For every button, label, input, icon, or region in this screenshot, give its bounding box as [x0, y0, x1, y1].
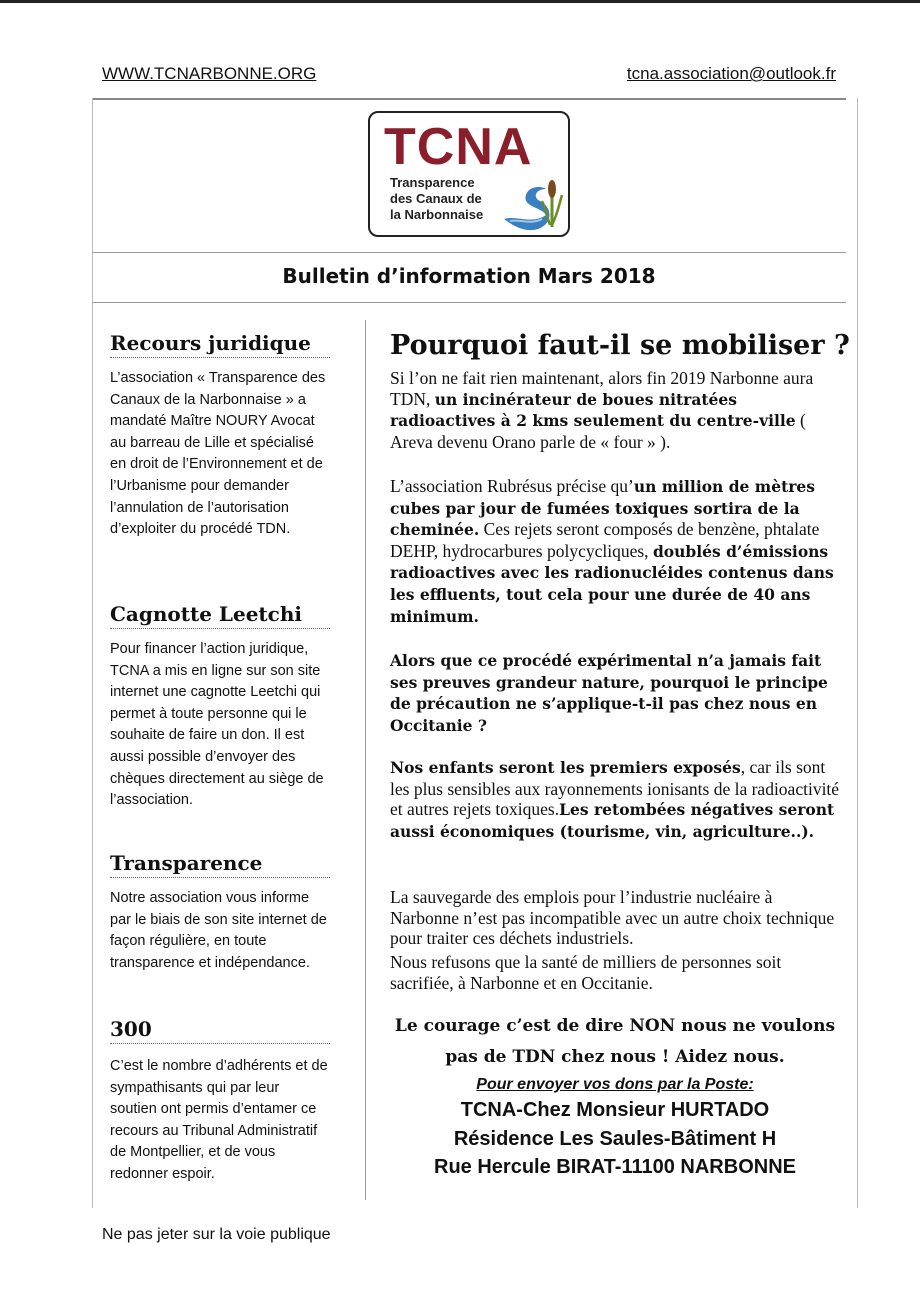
sidebar-text: Pour financer l’action juridique, TCNA a mis en ligne sur son site internet une cagnotte Leetchi qui permet à toute personne qui le souhaite de faire un don. Il est aussi possible d’envoyer des chèques directement au siège de l’association. — [110, 641, 324, 809]
text-run: La sauvegarde des emplois pour l’industrie nucléaire à Narbonne n’est pas incompatible avec un autre choix technique pour traiter ces déchets industriels. — [390, 887, 835, 949]
text-run-bold: doublés d’émissions radioactives avec les radionucléides contenus dans les effluents, tout cela pour une durée de 40 ans minimum. — [390, 541, 834, 626]
main-paragraph-1 — [390, 368, 840, 452]
logo-subtitle — [390, 175, 483, 223]
text-run-bold: Alors que ce procédé expérimental n’a jamais fait ses preuves grandeur nature, pourquoi le principe de précaution ne s’applique-t-il pas chez nous en Occitanie ? — [390, 651, 828, 735]
address-line-3: Rue Hercule BIRAT-11100 NARBONNE — [434, 1156, 796, 1178]
logo-title: TCNA — [384, 118, 533, 176]
sidebar-section-recours — [110, 331, 330, 541]
sidebar-heading: 300 — [110, 1017, 330, 1044]
main-paragraph-5 — [390, 887, 840, 949]
post-heading: Pour envoyer vos dons par la Poste: — [476, 1076, 754, 1093]
main-paragraph-3 — [390, 650, 840, 736]
text-run-bold: Les retombées négatives seront aussi économiques (tourisme, vin, agriculture..). — [390, 800, 835, 841]
text-run-bold: un incinérateur de boues nitratées radioactives à 2 kms seulement du centre-ville — [390, 389, 796, 431]
main-paragraph-4 — [390, 757, 840, 842]
bulletin-top-rule — [92, 252, 846, 253]
sidebar-section-transparence — [110, 851, 330, 974]
text-run: ( Areva devenu Orano parle de « four » ). — [390, 410, 806, 452]
email-link[interactable]: tcna.association@outlook.fr — [626, 64, 836, 83]
sidebar-heading: Transparence — [110, 851, 330, 878]
address-line-2: Résidence Les Saules-Bâtiment H — [453, 1128, 777, 1150]
sidebar-section-300 — [110, 1017, 330, 1186]
text-run: , car ils sont les plus sensibles aux rayonnements ionisants de la radioactivité et autres rejets toxiques. — [390, 757, 840, 820]
bulletin-title: Bulletin d’information Mars 2018 — [282, 264, 656, 288]
bulletin-bottom-rule — [92, 302, 846, 303]
sidebar-text: Notre association vous informe par le biais de son site internet de façon régulière, en toute transparence et indépendance. — [110, 890, 327, 971]
footer-note: Ne pas jeter sur la voie publique — [102, 1226, 331, 1243]
text-run: L’association Rubrésus précise qu’ — [390, 476, 634, 496]
sidebar-heading: Recours juridique — [110, 331, 330, 358]
address-line-1: TCNA-Chez Monsieur HURTADO — [460, 1099, 770, 1121]
logo-subtitle-line: des Canaux de — [390, 191, 482, 206]
text-run-bold: un million de mètres cubes par jour de fumées toxiques sortira de la cheminée. — [390, 477, 815, 540]
sidebar-heading: Cagnotte Leetchi — [110, 602, 330, 629]
text-run: Si l’on ne fait rien maintenant, alors fin 2019 Narbonne aura TDN, — [390, 368, 814, 409]
text-run: Nous refusons que la santé de milliers de personnes soit sacrifiée, à Narbonne et en Occitanie. — [390, 952, 782, 993]
logo-subtitle-line: la Narbonnaise — [390, 207, 484, 222]
header-divider — [92, 98, 846, 100]
tcna-logo — [368, 111, 570, 237]
main-paragraph-2 — [390, 476, 840, 627]
call-to-action-line-2: pas de TDN chez nous ! Aidez nous. — [445, 1047, 785, 1067]
main-paragraph-6 — [390, 952, 840, 993]
main-heading: Pourquoi faut-il se mobiliser ? — [390, 330, 850, 361]
sidebar-section-cagnotte — [110, 602, 330, 812]
right-border — [857, 98, 858, 1208]
sidebar-text: C’est le nombre d’adhérents et de sympathisants qui par leur soutien ont permis d’entamer ce recours au Tribunal Administratif de Montpellier, et de vous redonner espoir. — [110, 1058, 328, 1182]
logo-subtitle-line: Transparence — [390, 175, 475, 190]
website-link[interactable]: WWW.TCNARBONNE.ORG — [102, 64, 317, 83]
sidebar-text: L’association « Transparence des Canaux de la Narbonnaise » a mandaté Maître NOURY Avocat au barreau de Lille et spécialisé en droit de l’Environnement et de l’Urbanisme pour demander l’annulation de l’autorisation d’exploiter du procédé TDN. — [110, 370, 326, 538]
text-run-bold: Nos enfants seront les premiers exposés — [390, 758, 741, 777]
top-border — [0, 0, 920, 3]
column-divider — [365, 320, 366, 1200]
call-to-action-line-1: Le courage c’est de dire NON nous ne voulons — [394, 1016, 836, 1036]
canal-reed-icon — [502, 167, 564, 231]
text-run: Ces rejets seront composés de benzène, phtalate DEHP, hydrocarbures polycycliques, — [390, 519, 820, 561]
